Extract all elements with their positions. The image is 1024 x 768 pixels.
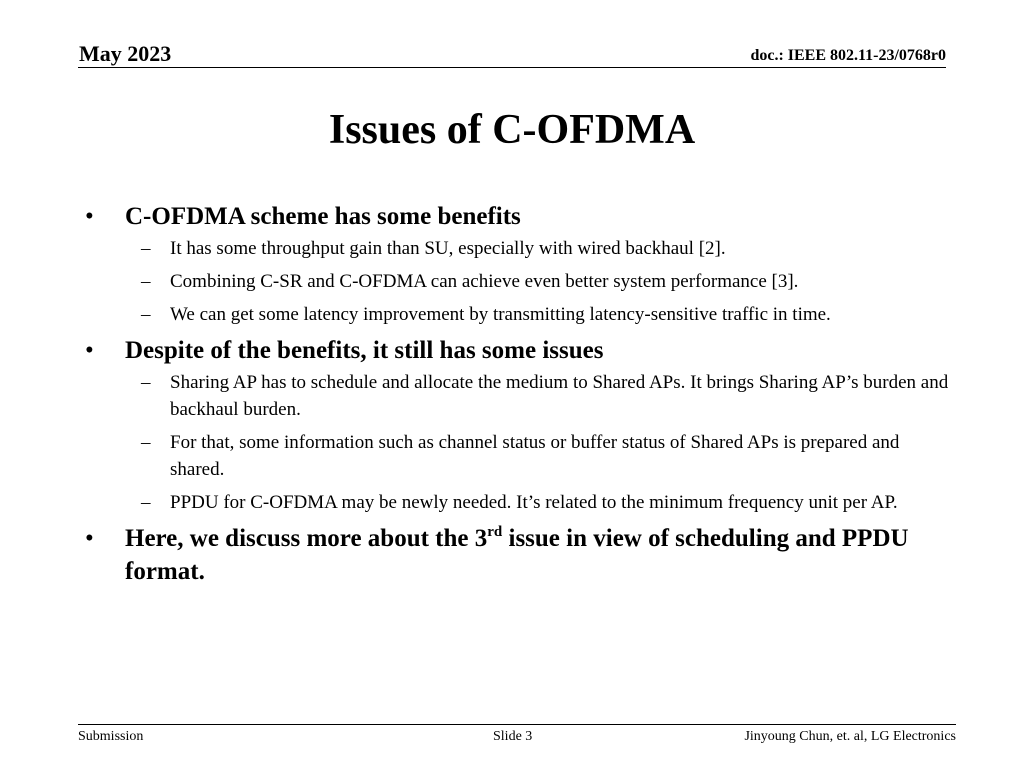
bullet-discussion [85, 522, 955, 588]
dash-marker: – [141, 271, 151, 292]
footer-slide-number: Slide 3 [493, 729, 533, 744]
dash-marker: – [141, 372, 151, 393]
slide-body [85, 200, 955, 588]
sub-list-benefits [85, 235, 955, 328]
dash-marker: – [141, 492, 151, 513]
bullet-text: Despite of the benefits, it still has some issues [125, 337, 604, 364]
bullet-text-before: Here, we discuss more about the 3 [125, 525, 488, 552]
bullet-marker: • [85, 525, 94, 552]
footer-divider [78, 724, 956, 725]
sub-item-text: It has some throughput gain than SU, especially with wired backhaul [2]. [170, 238, 726, 259]
bullet-marker: • [85, 203, 94, 230]
bullet-marker: • [85, 337, 94, 364]
sub-list-issues [85, 369, 955, 516]
dash-marker: – [141, 238, 151, 259]
bullet-benefits [85, 200, 955, 233]
sub-item-text: Sharing AP has to schedule and allocate the medium to Shared APs. It brings Sharing AP’s burden and backhaul burden. [170, 372, 949, 420]
sub-item-text: PPDU for C-OFDMA may be newly needed. It’s related to the minimum frequency unit per AP. [170, 492, 898, 513]
sub-item [85, 301, 955, 328]
bullet-text-after: issue in view of scheduling and PPDU format. [125, 525, 909, 585]
sub-item [85, 235, 955, 262]
sub-item [85, 369, 955, 423]
header-date: May 2023 [79, 41, 172, 66]
bullet-text: C-OFDMA scheme has some benefits [125, 203, 521, 230]
sub-item-text: Combining C-SR and C-OFDMA can achieve even better system performance [3]. [170, 271, 799, 292]
header-doc-id: doc.: IEEE 802.11-23/0768r0 [750, 47, 946, 64]
footer-authors: Jinyoung Chun, et. al, LG Electronics [744, 729, 956, 744]
sub-item [85, 268, 955, 295]
bullet-text-superscript: rd [487, 524, 503, 540]
sub-item-text: We can get some latency improvement by transmitting latency-sensitive traffic in time. [170, 304, 831, 325]
sub-item-text: For that, some information such as channel status or buffer status of Shared APs is prepared and shared. [170, 432, 900, 480]
sub-item [85, 429, 955, 483]
sub-item [85, 489, 955, 516]
dash-marker: – [141, 304, 151, 325]
bullet-issues [85, 334, 955, 367]
slide-title: Issues of C-OFDMA [328, 107, 696, 153]
dash-marker: – [141, 432, 151, 453]
footer-submission: Submission [78, 729, 144, 744]
header-divider [78, 67, 946, 68]
